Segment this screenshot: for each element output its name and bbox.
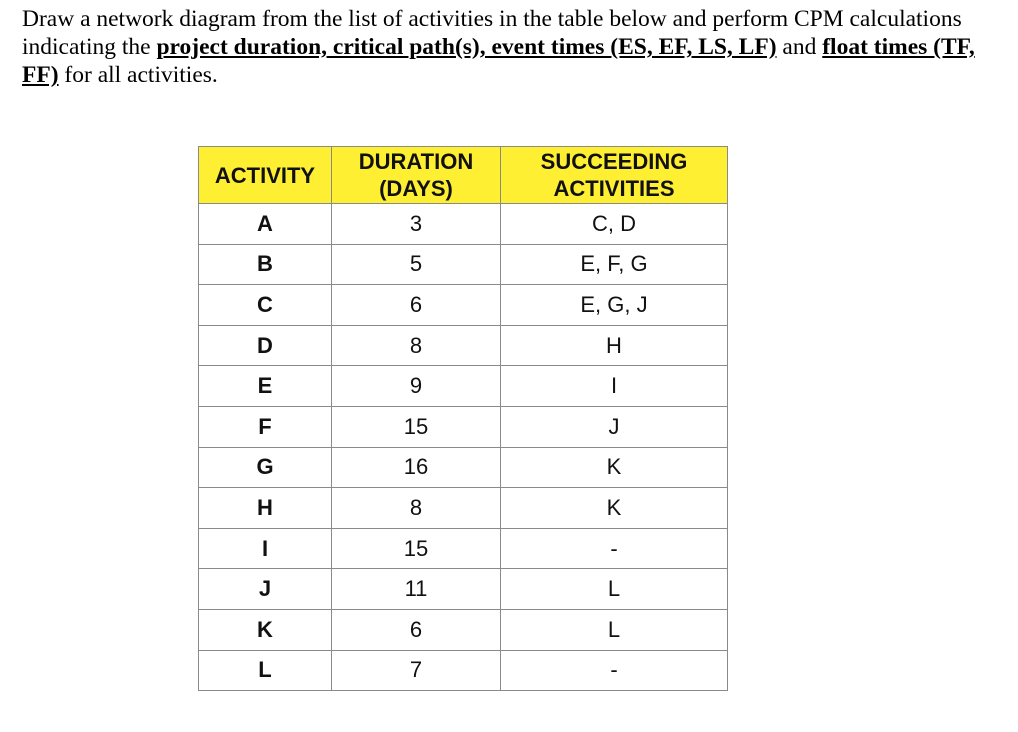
duration-cell: 3 — [332, 204, 501, 245]
activity-cell: L — [199, 650, 332, 691]
successors-cell: K — [501, 488, 728, 529]
header-activity-label: ACTIVITY — [214, 162, 316, 188]
successors-cell: H — [501, 325, 728, 366]
duration-cell: 9 — [332, 366, 501, 407]
activity-cell: I — [199, 528, 332, 569]
duration-cell: 8 — [332, 325, 501, 366]
successors-cell: C, D — [501, 204, 728, 245]
table-row — [199, 609, 728, 650]
duration-cell: 6 — [332, 609, 501, 650]
table-row — [199, 650, 728, 691]
table-row — [199, 406, 728, 447]
successors-cell: E, F, G — [501, 244, 728, 285]
table-row — [199, 447, 728, 488]
duration-cell: 6 — [332, 285, 501, 326]
instructions-text-3: for all activities. — [58, 62, 218, 88]
header-successors-line1: SUCCEEDING — [540, 149, 688, 174]
table-row — [199, 244, 728, 285]
activity-cell: F — [199, 406, 332, 447]
header-successors-line2: ACTIVITIES — [553, 176, 675, 201]
duration-cell: 15 — [332, 406, 501, 447]
successors-cell: K — [501, 447, 728, 488]
table-row — [199, 366, 728, 407]
instructions-text-1: Draw a network diagram from the list of activities in the table below and perform CPM calculations indicating the — [22, 6, 962, 60]
successors-cell: J — [501, 406, 728, 447]
header-duration — [332, 147, 501, 204]
activity-cell: J — [199, 569, 332, 610]
successors-cell: - — [501, 528, 728, 569]
activity-cell: A — [199, 204, 332, 245]
duration-cell: 7 — [332, 650, 501, 691]
duration-cell: 16 — [332, 447, 501, 488]
instructions-emphasis-1: project duration, critical path(s), event times (ES, EF, LS, LF) — [156, 34, 777, 60]
successors-cell: E, G, J — [501, 285, 728, 326]
table-row — [199, 569, 728, 610]
activity-table-header — [199, 147, 728, 204]
duration-cell: 15 — [332, 528, 501, 569]
header-successors — [501, 147, 728, 204]
activity-cell: D — [199, 325, 332, 366]
successors-cell: I — [501, 366, 728, 407]
header-activity — [199, 147, 332, 204]
table-row — [199, 488, 728, 529]
header-row — [199, 147, 728, 204]
activity-cell: C — [199, 285, 332, 326]
table-row — [199, 204, 728, 245]
successors-cell: - — [501, 650, 728, 691]
successors-cell: L — [501, 569, 728, 610]
activity-cell: K — [199, 609, 332, 650]
duration-cell: 5 — [332, 244, 501, 285]
activity-cell: G — [199, 447, 332, 488]
instructions-emphasis-2: float times (TF, FF) — [22, 34, 975, 88]
activity-cell: E — [199, 366, 332, 407]
duration-cell: 11 — [332, 569, 501, 610]
duration-cell: 8 — [332, 488, 501, 529]
successors-cell: L — [501, 609, 728, 650]
activity-table-body — [199, 204, 728, 691]
table-row — [199, 285, 728, 326]
table-row — [199, 325, 728, 366]
header-duration-line2: (DAYS) — [379, 176, 453, 201]
activity-table — [198, 146, 728, 691]
instructions-text-2: and — [776, 34, 823, 60]
activity-cell: H — [199, 488, 332, 529]
header-duration-line1: DURATION — [358, 149, 474, 174]
table-row — [199, 528, 728, 569]
activity-cell: B — [199, 244, 332, 285]
instructions-paragraph — [22, 5, 1007, 89]
